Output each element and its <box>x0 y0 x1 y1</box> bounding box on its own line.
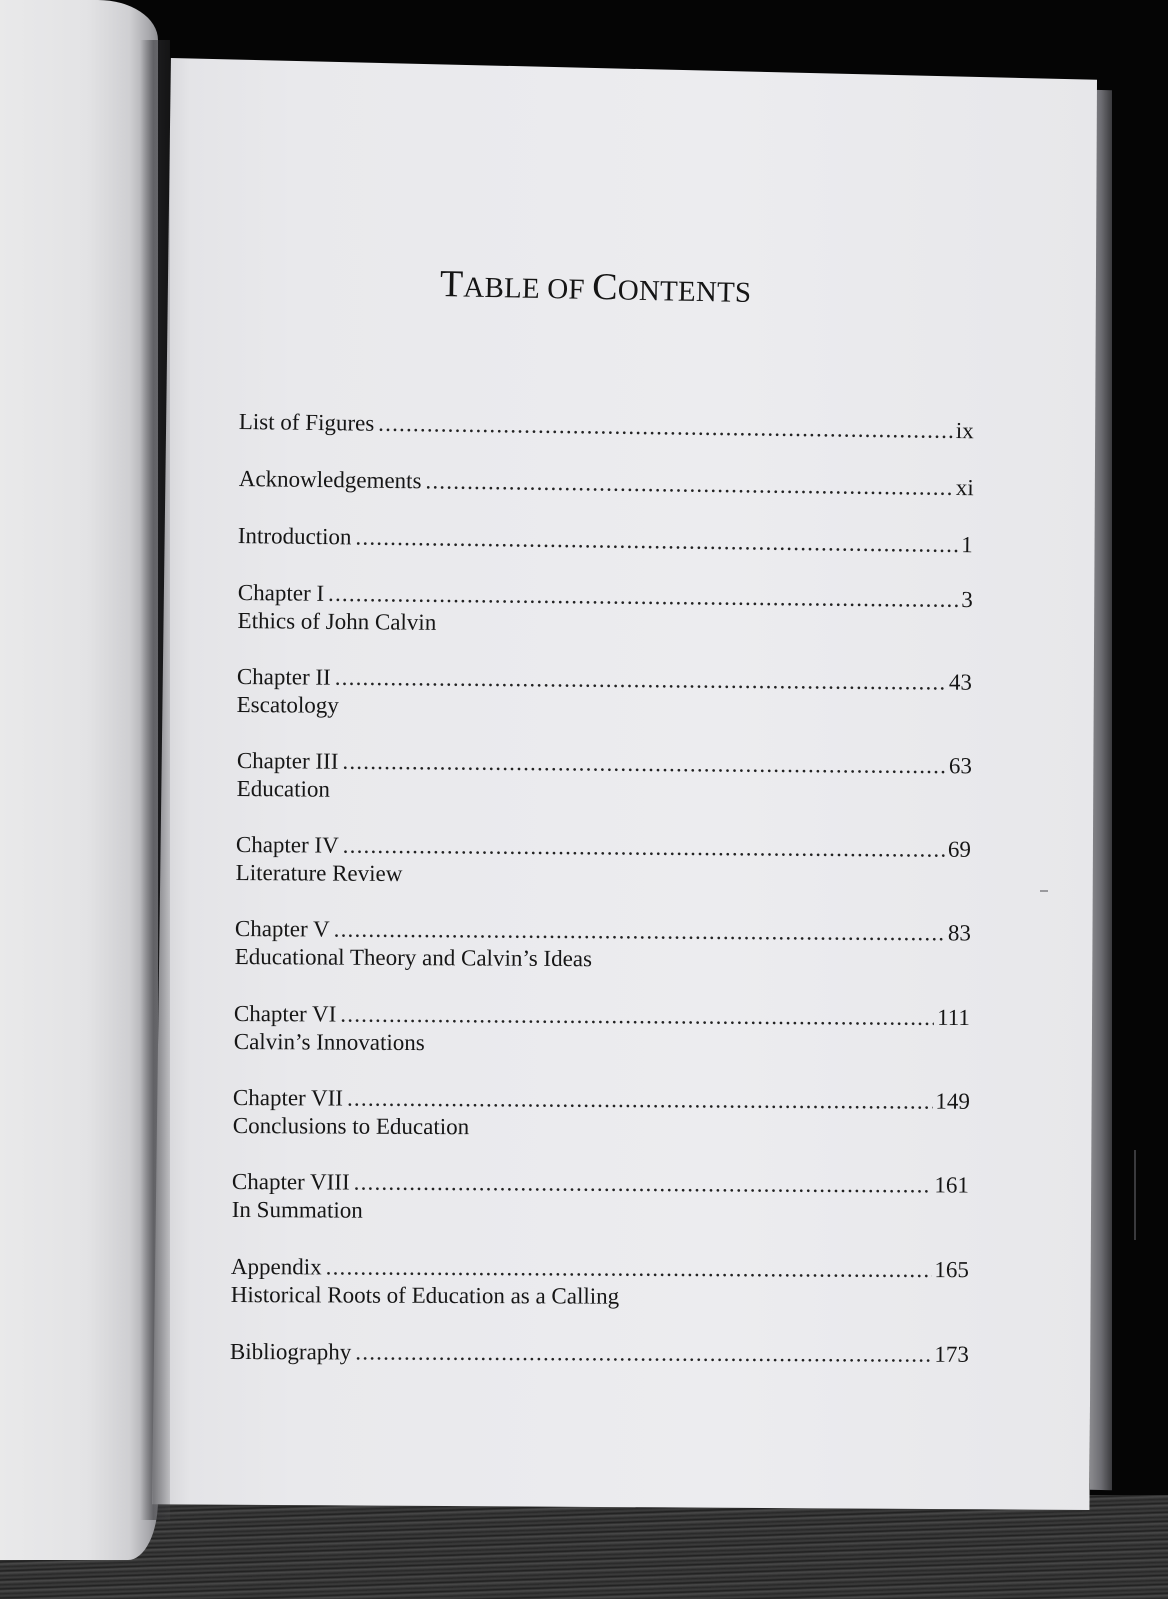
toc-leader <box>355 1338 931 1368</box>
toc-entry-label: Chapter IV <box>235 832 339 858</box>
toc-entry-label: Chapter II <box>236 663 331 690</box>
toc-entry-subtitle: In Summation <box>231 1196 363 1223</box>
toc-leader <box>340 1001 934 1032</box>
toc-entry <box>237 579 973 642</box>
toc-entry-label: Chapter III <box>236 748 339 774</box>
toc-entry-page: 173 <box>934 1341 969 1367</box>
toc-entry-page: 1 <box>961 532 973 558</box>
toc-entry-page: 161 <box>934 1172 969 1198</box>
toc-entry-page: 111 <box>937 1004 970 1031</box>
toc-entry-subtitle: Ethics of John Calvin <box>237 607 437 635</box>
toc-entry-subtitle: Calvin’s Innovations <box>233 1028 425 1056</box>
toc-leader <box>347 1085 933 1116</box>
toc-entry <box>230 1338 969 1369</box>
toc-entry <box>238 522 973 559</box>
title-initial-2: C <box>591 265 619 309</box>
toc-entry-subtitle: Escatology <box>236 691 339 718</box>
toc-leader <box>342 748 946 780</box>
toc-entry-subtitle: Literature Review <box>235 859 403 887</box>
toc-entry <box>239 408 974 445</box>
toc-leader <box>335 664 946 697</box>
toc-entry-page: 83 <box>947 920 971 946</box>
toc-entry-label: Chapter VII <box>232 1085 344 1111</box>
toc-entry <box>236 831 971 892</box>
toc-entry-page: 63 <box>948 753 972 779</box>
toc-entry-page: ix <box>955 418 974 444</box>
toc-entry <box>235 915 971 975</box>
toc-leader <box>354 1169 932 1200</box>
title-rest-2: ONTENTS <box>617 274 752 309</box>
toc-leader <box>343 832 945 864</box>
toc-entry-subtitle: Education <box>236 775 331 802</box>
toc-entry-label: Acknowledgements <box>238 465 422 494</box>
toc-entry <box>233 1084 970 1144</box>
toc-entry <box>234 1000 970 1060</box>
toc-entry-subtitle: Historical Roots of Education as a Calling <box>230 1281 620 1309</box>
toc-entry <box>237 747 972 808</box>
title-rest-1: ABLE OF <box>463 271 593 306</box>
toc-entry <box>232 1168 969 1228</box>
toc-leader <box>334 916 945 948</box>
toc-entry <box>239 465 974 502</box>
toc-entry-page: 43 <box>948 669 972 695</box>
toc-entry-label: Chapter V <box>234 916 330 942</box>
toc-entry-page: 69 <box>947 836 971 862</box>
toc-entry-label: List of Figures <box>238 408 375 436</box>
toc-entry-subtitle: Educational Theory and Calvin’s Ideas <box>234 943 593 972</box>
toc-entry-page: 165 <box>934 1257 969 1283</box>
title-initial-1: T <box>439 263 464 306</box>
toc-leader <box>326 1253 932 1284</box>
toc-leader <box>355 523 958 559</box>
toc-leader <box>378 410 953 445</box>
toc-entry <box>237 663 972 725</box>
toc-entry-label: Bibliography <box>229 1339 352 1365</box>
toc-entry <box>231 1253 969 1312</box>
toc-leader <box>425 467 953 502</box>
toc-entry-label: Appendix <box>230 1254 322 1280</box>
toc-entry-subtitle: Conclusions to Education <box>232 1112 470 1140</box>
toc-entry-page: 3 <box>961 586 973 613</box>
toc-entry-label: Chapter VIII <box>231 1169 350 1195</box>
toc-entry-label: Introduction <box>237 522 352 550</box>
toc-entry-label: Chapter I <box>237 579 325 606</box>
toc-entry-label: Chapter VI <box>233 1001 337 1027</box>
toc-entry-page: xi <box>955 475 974 501</box>
toc-entry-page: 149 <box>935 1088 970 1114</box>
